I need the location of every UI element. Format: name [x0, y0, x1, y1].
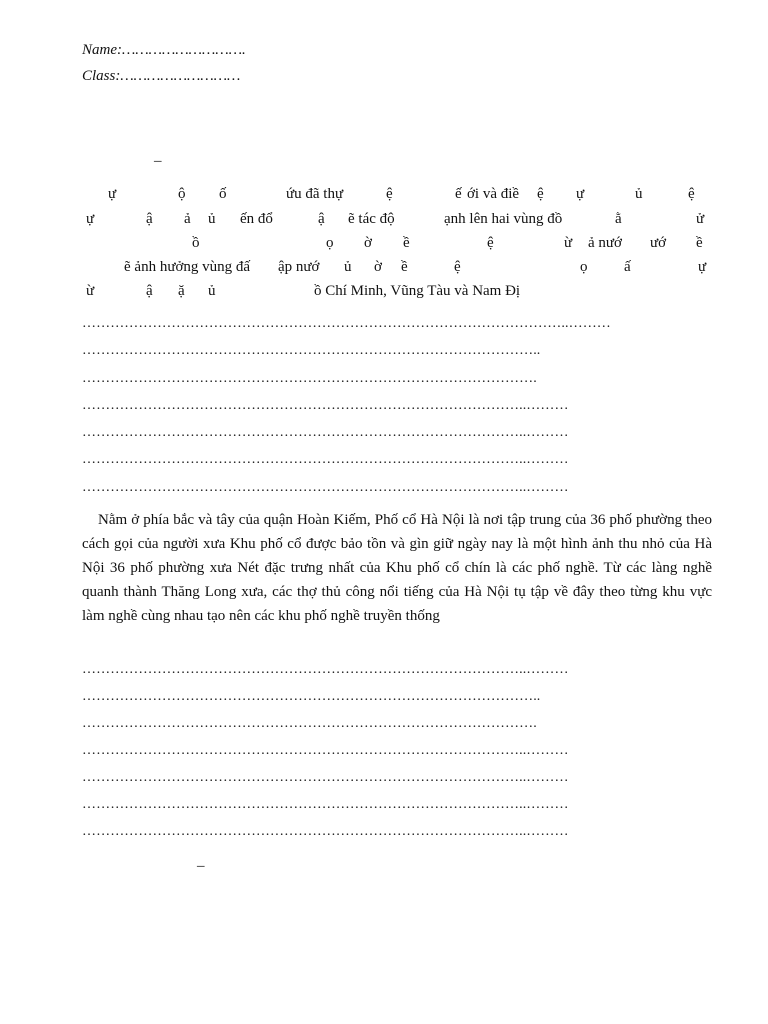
- text-fragment: ẽ tác độ: [348, 211, 395, 227]
- answer-line: …………………………………………………………………………………..………: [82, 398, 569, 413]
- text-fragment: ề: [403, 235, 410, 251]
- text-fragment: ằ: [615, 211, 622, 227]
- text-fragment: ậ: [146, 211, 153, 227]
- text-fragment: ệ: [537, 186, 544, 202]
- text-fragment: ố: [219, 186, 227, 202]
- text-fragment: ập nướ: [278, 259, 320, 275]
- text-fragment: ệ: [487, 235, 494, 251]
- answer-line: ……………………………………………………………………………………..: [82, 689, 541, 704]
- text-fragment: ộ: [178, 186, 186, 202]
- text-fragment: ến đổ: [240, 211, 273, 227]
- text-fragment: ử: [696, 211, 705, 227]
- text-fragment: ờ: [374, 259, 382, 275]
- text-fragment: ọ: [580, 259, 588, 275]
- text-fragment: ướ: [650, 235, 667, 251]
- text-fragment: ủ: [208, 211, 216, 227]
- passage1-line-4: [82, 256, 712, 278]
- text-fragment: ọ: [326, 235, 334, 251]
- text-fragment: ự: [698, 259, 707, 275]
- text-fragment: ừ: [564, 235, 573, 251]
- text-fragment: ủ: [635, 186, 643, 202]
- name-field: Name:……………………….: [82, 42, 246, 58]
- passage1-line-2: [82, 208, 712, 230]
- text-fragment: ả nướ: [588, 235, 622, 251]
- answer-line: ……………………………………………………………………………………..: [82, 343, 541, 358]
- text-fragment: ủ: [208, 283, 216, 299]
- text-fragment: ồ: [192, 235, 200, 251]
- answer-line: …………………………………………………………………………………..………: [82, 662, 569, 677]
- text-fragment: ề: [401, 259, 408, 275]
- section3-dash: –: [197, 858, 205, 874]
- answer-line: …………………………………………………………………………………….: [82, 716, 537, 731]
- text-fragment: ủ: [344, 259, 352, 275]
- section1-dash: –: [154, 153, 162, 169]
- text-fragment: ả: [184, 211, 191, 227]
- answer-line: …………………………………………………………………………………..………: [82, 452, 569, 467]
- answer-line: …………………………………………………………………………………..………: [82, 824, 569, 839]
- text-fragment: ệ: [688, 186, 695, 202]
- class-field: Class:………………………: [82, 68, 241, 84]
- answer-line: …………………………………………………………………………………..………: [82, 770, 569, 785]
- text-fragment: ự: [576, 186, 585, 202]
- text-fragment: ừ: [86, 283, 95, 299]
- text-fragment: ự: [108, 186, 117, 202]
- text-fragment: ậ: [318, 211, 325, 227]
- text-fragment: ẽ ảnh hưởng vùng đấ: [124, 259, 251, 275]
- text-fragment: ấ: [624, 259, 631, 275]
- answer-line: …………………………………………………………………………………..………: [82, 743, 569, 758]
- answer-line: …………………………………………………………………………………..………: [82, 797, 569, 812]
- text-fragment: ệ: [454, 259, 461, 275]
- text-fragment: ặ: [178, 283, 185, 299]
- text-fragment: ồ Chí Minh, Vũng Tàu và Nam Đị: [314, 283, 521, 299]
- text-fragment: ế: [455, 186, 462, 202]
- text-fragment: ạnh lên hai vùng đồ: [444, 211, 563, 227]
- passage-hanoi-old-quarter: Nằm ở phía bắc và tây của quận Hoàn Kiếm, Phố cổ Hà Nội là nơi tập trung của 36 phố phường theo cách gọi của người xưa Khu phố cổ được bảo tồn và gìn giữ ngày nay là một hình ảnh thu nhỏ của Hà Nội 36 phố phường xưa Nét đặc trưng nhất của Khu phố cổ chín là các phố nghề. Từ các làng nghề quanh thành Thăng Long xưa, các thợ thủ công nổi tiếng của Hà Nội tụ tập về đây theo từng khu vực làm nghề cùng nhau tạo nên các khu phố nghề truyền thống: [82, 512, 712, 624]
- passage1-line-1: [82, 183, 712, 205]
- passage1-line-3: [82, 232, 712, 254]
- text-fragment: ự: [86, 211, 95, 227]
- text-fragment: ứu đã thự: [286, 186, 344, 202]
- answer-line: …………………………………………………………………………………………..………: [82, 316, 611, 331]
- text-fragment: ề: [696, 235, 703, 251]
- answer-line: …………………………………………………………………………………..………: [82, 425, 569, 440]
- answer-line: …………………………………………………………………………………….: [82, 371, 537, 386]
- text-fragment: ệ: [386, 186, 393, 202]
- text-fragment: ới và điề: [467, 186, 520, 202]
- passage1-line-5: [82, 280, 712, 302]
- text-fragment: ờ: [364, 235, 372, 251]
- text-fragment: ậ: [146, 283, 153, 299]
- answer-line: …………………………………………………………………………………..………: [82, 480, 569, 495]
